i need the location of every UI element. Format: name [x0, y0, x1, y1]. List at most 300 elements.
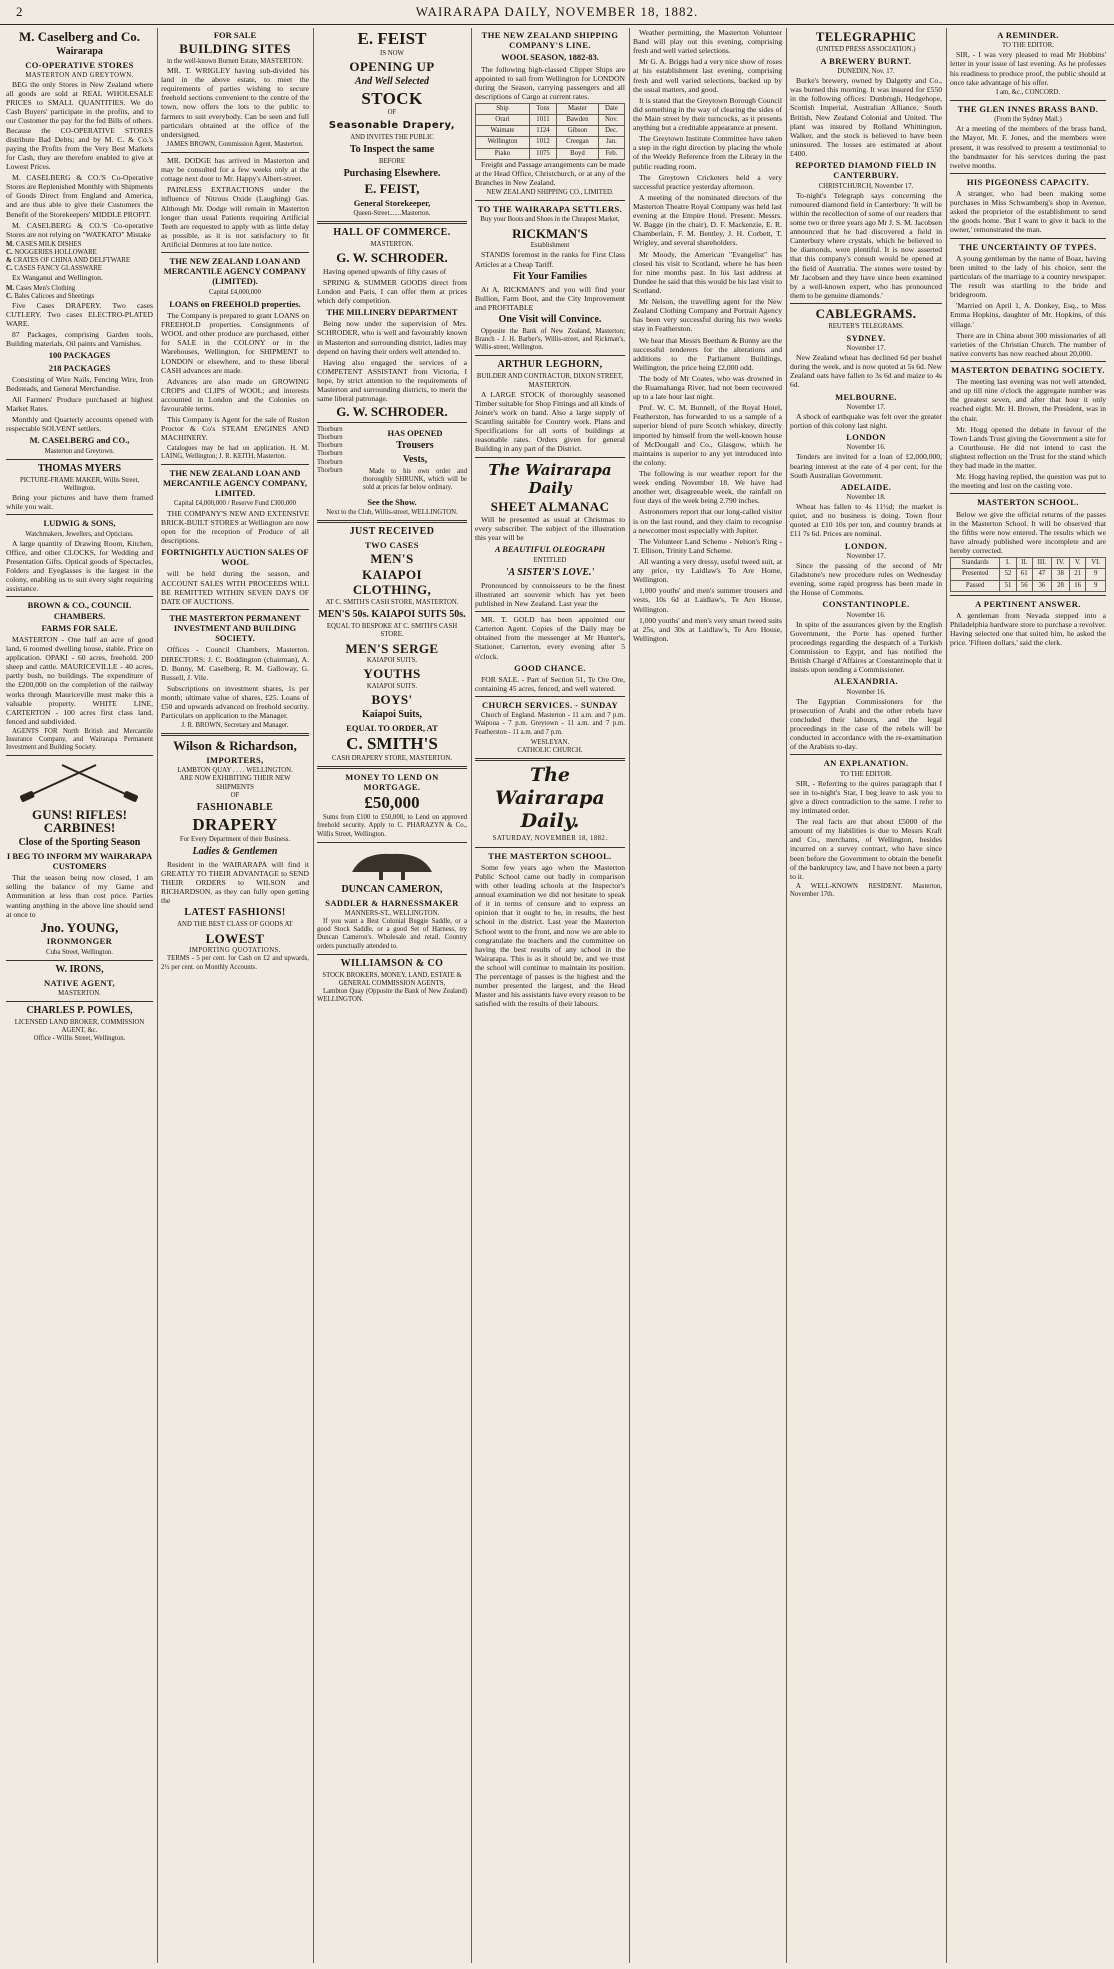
telegram-text: New Zealand wheat has declined 6d per bushel during the week, and is now quoted at 5s 6d. New Zealand oats have fallen to 3s 6d and maize to 4s 6d. [790, 353, 942, 390]
table-cell: Orari [476, 115, 530, 126]
table-cell: Piako [476, 148, 530, 159]
caselberg-paragraph: Ex Wanganui and Wellington. [12, 273, 103, 283]
every-department: For Every Department of their Business. [179, 835, 291, 843]
thorburn-name: Thorburn [317, 434, 343, 442]
column-1: M. Caselberg and Co. Wairarapa CO-OPERATIVE STORES MASTERTON AND GREYTOWN. BEG the only Stores in New Zealand where all goods are sold at REAL WHOLESALE PRICES to SMALL QUANTITIES. We do Cash Buyers' participate in the profits, and to our Customer the pay for the fed Bills of others. Because the CO-OPERATIVE STORES distribute Bad Debts; and by M. C. & Co.'s paying the Profits from the Very Best Markets for Cash, they are therefore enabled to give at Lowest Prices. M. CASELBERG & CO.'S Co-Operative Stores are Replenished Monthly with Shipments of Goods Direct from England and America, and are thus able to give their Customers the Benefit of the Storekeepers' MIDDLE PROFIT. M. CASELBERG & CO.'S Co-operative Stores are not relying on "WATKATO" Mistake M. CASES MILK DISHES C. NOGGERIES HOLLOWARE & CRATES OF CHINA AND DELFTWARE C. CASES FANCY GLASSWARE Ex Wanganui and Wellington. M. Cases Men's Clothing C. Bales Calicoes and Sheetings Five Cases DRAPERY. Two cases CUTLERY. Two cases ELECTRO-PLATED WARE. 87 Packages, comprising Garden tools, Building materials, Oil paints and Varnishes. 100 PACKAGES 218 PACKAGES Consisting of Wire Nails, Fencing Wire, Iron Bedsteads, and General Merchandise. All Farmers' Produce purchased at highest Market Rates. Monthly and Quarterly accounts opened with respectable SOLVENT settlers. M. CASELBERG and CO., Masterton and Greytown. THOMAS MYERS PICTURE-FRAME MAKER, Willis Street, Wellington. Bring your pictures and have them framed while you wait. LUDWIG & SONS, Watchmakers, Jewellers, and Opticians. A large quantity of Drawing Room, Kitchen, Office, and other CLOCKS, for Wedding and Presentation Gifts. Optical goods of Spectacles, Folders and Eyeglasses is the largest in the colony, enabling us to suit every sight requiring assistance. BROWN & CO., COUNCIL CHAMBERS. FARMS FOR SALE. MASTERTON - One half an acre of good land, 6 roomed dwelling house, stable. Price on application. OPAKI - 60 acres, freehold. 200 sheep and cattle. MAURICEVILLE - 40 acres, partly bush, no buildings. The expenditure of the £200,000 on the completion of the railway works through Mauriceville must make this a valuable property. WHITE LINE, CARTERTON - 100 acres first class land, fenced and subdivided. AGENTS FOR North British and Mercantile Insurance Company, and Wairarapa Permanent Investment and Building Society. GUNS! RIFLES! CARBINES! Close of the Sporting Season I BEG TO INFORM MY WAIRARAPA CUSTOMERS That the season being now closed, I am selling the balance of my Game and Ammunition at less than cost price. Parties wanting anything in the above line should send at once to Jno. YOUNG, IRONMONGER Cuba Street, Wellington. W. IRONS, NATIVE AGENT, MASTERTON. CHARLES P. POWLES, LICENSED LAND BROKER, COMMISSION AGENT, &c. Office - Willis Street, Wellington. [6, 28, 158, 1963]
agents-text: AGENTS FOR North British and Mercantile Insurance Company, and Wairarapa Permanent Investment and Building Society. [6, 728, 153, 752]
two-cases: TWO CASES [365, 539, 419, 550]
caselberg-paragraph: M. CASELBERG & CO.'S Co-Operative Stores are Replenished Monthly with Shipments of Goods Direct from England and America, and are thus able to give their Customers the Benefit of the Storekeepers' MIDDLE PROFIT. [6, 173, 154, 219]
table-header-cell: Ship [476, 104, 530, 115]
column-4 [475, 28, 630, 1963]
glen-innes-sub: (From the Sydney Mail.) [994, 116, 1062, 124]
thorburn-ad [317, 426, 467, 495]
masthead-title: WAIRARAPA DAILY, NOVEMBER 18, 1882. [415, 4, 699, 19]
gold-agent-text: MR. T. GOLD has been appointed our Carterton Agent. Copies of the Daily may be obtained from the messenger at Mr Hunter's, Stationer, Carterton, every evening after 5 o'clock. [475, 615, 625, 661]
kaiapoi-suits-heading: MEN'S 50s. KAIAPOI SUITS 50s. [318, 609, 466, 621]
powles-address: Office - Willis Street, Wellington. [33, 1035, 126, 1043]
divider [161, 733, 309, 736]
kaiapoi-heading: KAIAPOI [362, 566, 422, 582]
rickman-heading: RICKMAN'S [512, 225, 588, 241]
table-cell: 21 [1070, 569, 1086, 580]
divider [6, 960, 153, 961]
divider [475, 847, 625, 848]
has-opened: HAS OPENED [387, 427, 443, 438]
duncan-text: If you want a Best Colonial Buggie Saddle, or a good Stock Saddle, or a good Set of Harness, try Duncan Cameron's. Wholesale and retail. Country orders punctually attended to. [317, 918, 467, 950]
article-text: A young gentleman by the name of Boaz, having been united to the lady of his choice, sent the particulars of the marriage to a country newspaper. The result was startling to the bride and bridegroom. [950, 253, 1106, 300]
divider [475, 457, 625, 458]
of-text: OF [387, 109, 397, 117]
guns-illustration [6, 759, 153, 803]
table-cell: Creegan [557, 137, 599, 148]
editorial-text: Some few years ago when the Masterton Public School came out badly in comparison with other leading schools at the Inspector's annual examination we did not hesitate to speak of it in terms of censure and to express an opinion that it ought to be, in results, the best school in the district. Last year the Masterton School went to the front, and now we are able to congratulate the teachers and the committee on having the best results of any school in the Wairarapa. This is as it should be, and we trust the school will continue to maintain its position. The percentage of passes is the highest and the number presented the largest, and the Head Master and his assistants have every reason to be satisfied with the results of their labours. [475, 862, 625, 1009]
table-cell: 52 [1000, 569, 1016, 580]
invites-text: AND INVITES THE PUBLIC [350, 133, 434, 141]
serge-heading: MEN'S SERGE [345, 640, 439, 656]
table-header-cell: VI. [1086, 558, 1106, 569]
cablegrams-heading: CABLEGRAMS. [815, 305, 917, 321]
city-heading: ADELAIDE. [840, 481, 892, 492]
just-received-heading: JUST RECEIVED [349, 525, 435, 537]
clothing-heading: CLOTHING, [352, 582, 432, 598]
debating-society-heading: MASTERTON DEBATING SOCIETY. [951, 364, 1105, 375]
local-news-item: The following is our weather report for the week ending November 18. We have had another wet, disagreeable week, the rainfall on four days of the week being 2.790 inches. [633, 469, 782, 506]
table-cell: 9 [1086, 569, 1106, 580]
wairarapa-daily-title: The Wairarapa Daily. [495, 764, 605, 832]
divider [161, 464, 309, 465]
table-cell: 1075 [529, 148, 556, 159]
telegram-text: A shock of earthquake was felt over the greater portion of this colony last night. [790, 411, 942, 430]
saddle-illustration [317, 846, 467, 880]
kaiapoi-suits: KAIAPOI SUITS. [366, 657, 418, 665]
table-cell: 1124 [529, 126, 556, 137]
table-header-cell: Tons [529, 104, 556, 115]
goods-item: CASES MILK DISHES [15, 240, 82, 248]
guns-headline: GUNS! RIFLES! CARBINES! [32, 806, 127, 836]
cash-drapery: CASH DRAPERY STORE, MASTERTON. [331, 754, 453, 762]
thomas-myers-heading: THOMAS MYERS [37, 462, 122, 474]
money-sum: £50,000 [364, 793, 420, 813]
goods-item: CRATES OF CHINA AND DELFTWARE [13, 257, 131, 265]
local-news-item: The Volunteer Land Scheme - Nelson's Ring - T. Ellison, Trinity Land Scheme. [633, 536, 782, 555]
local-news-item: All wanting a very dressy, useful tweed suit, at any price, try Laidlaw's To Are Home, Wellington. [633, 557, 782, 585]
thorburn-name: Thorburn [317, 425, 343, 433]
caselberg-paragraph: 87 Packages, comprising Garden tools, Building materials, Oil paints and Varnishes. [6, 330, 153, 349]
caselberg-paragraph: BEG the only Stores in New Zealand where all goods are sold at REAL WHOLESALE PRICES to SMALL QUANTITIES. We do Cash Buyers' participate in the profits, and to our Customer the pay for the fed Bills of others. Because the CO-OPERATIVE STORES distribute Bad Debts; and by M. C. & Co.'s paying the Profits from the Very Best Markets for Cash, they are therefore enabled to give at Lowest Prices. [6, 79, 153, 171]
table-row [476, 137, 625, 148]
local-news-item: A meeting of the nominated directors of the Masterton Theatre Royal Company was held last evening at the Empire Hotel. Present: Messrs. W. Bagge (in the chair), D. F. Mackenzie, E. R. Chamberlain, F. M. Bentley, J. H. Corbett, T. Wrigley, and several shareholders. [633, 192, 782, 248]
thorburn-address: Next to the Club, Willis-street, WELLINGTON. [326, 508, 458, 516]
millinery-text: Being now under the supervision of Mrs. SCHRODER, who is well and favourably known in Masterton and surrounding district, ladies may depend on having their orders well attended to. [317, 319, 467, 356]
purchasing-heading: Purchasing Elsewhere. [343, 167, 441, 179]
packages-count: 100 PACKAGES [48, 350, 111, 361]
table-cell: 38 [1051, 569, 1069, 580]
divider [161, 609, 309, 610]
masterton-society-heading: THE MASTERTON PERMANENT INVESTMENT AND BUILDING SOCIETY. [169, 612, 301, 644]
table-row [951, 558, 1106, 569]
kaiapoi-suits: KAIAPOI SUITS. [366, 683, 418, 690]
loans-text: Advances are also made on GROWING CROPS and CLIPS of WOOL; and interests accounted in London and the Colonies on favourable terms. [161, 376, 309, 414]
divider [6, 596, 153, 597]
table-cell: Bawden [557, 115, 599, 126]
letter-text: SIR, - I was very pleased to read Mr Hobbins' letter in your issue of last evening. As he professes his readiness to produce proof, the public should at once take advantage of his offer. [950, 50, 1106, 87]
williamson-text: Lambton Quay (Opposite the Bank of New Zealand) WELLINGTON. [317, 988, 467, 1004]
masterton-society-text: Offices - Council Chambers, Masterton. DIRECTORS: J. C. Boddington (chairman), A. D. Bunny, M. Caselberg, R. M. Galloway, G. Russell, J. Vile. [161, 645, 309, 682]
thorburn-name: Thorburn [317, 450, 343, 458]
divider [161, 252, 309, 253]
shipping-text: Freight and Passage arrangements can be made at the Head Office, Christchurch, or at any of the Branches in New Zealand. [475, 159, 625, 187]
telegram-text: To-night's Telegraph says concerning the rumoured diamond field in Canterbury: 'It will be within the recollection of some of our readers that some two or three years ago Mr J. S. M. Jacobsen announced that he had discovered a field in Canterbury where crystals, which he believed to be diamonds, were plentiful. It is now asserted that this company's consult would be opened at the field of Australia. The stones were tested by Mr Jacobsen and they have since been examined by a well-known expert, who has pronounced them to be genuine diamonds.' [790, 190, 942, 300]
masterton-society-text: Subscriptions on investment shares, 1s per month; ultimate value of shares, £25. Loans of £50 and upwards advanced on freehold security. Particulars on application to the Manager. [161, 683, 309, 721]
table-header-cell: III. [1032, 558, 1051, 569]
nz-loan-heading: THE NEW ZEALAND LOAN AND MERCANTILE AGENCY COMPANY (LIMITED). [163, 256, 307, 287]
before-text: BEFORE [378, 157, 406, 165]
hall-commerce-heading: HALL OF COMMERCE. [333, 226, 451, 238]
saddler-heading: SADDLER & HARNESSMAKER [325, 897, 459, 908]
nz-shipping-heading: THE NEW ZEALAND SHIPPING COMPANY'S LINE. [481, 30, 619, 51]
building-sites-sub: in the well-known Burnett Estate, MASTERTON. [167, 57, 303, 65]
reuter-sub: REUTER'S TELEGRAMS. [828, 322, 904, 330]
caselberg-signature-loc: Masterton and Greytown. [44, 447, 115, 455]
local-news-item: Mr G. A. Briggs had a very nice show of roses at his establishment last evening, comprising fresh and well varied selections, backed up by the usual matters, and good. [633, 57, 782, 94]
duncan-cameron-heading: DUNCAN CAMERON, [341, 883, 443, 895]
table-cell: 47 [1032, 569, 1051, 580]
capacity-heading: HIS PIGEONESS CAPACITY. [966, 176, 1090, 187]
shipping-signature: NEW ZEALAND SHIPPING CO., LIMITED. [486, 189, 614, 197]
inspect-heading: To Inspect the same [349, 143, 435, 155]
article-text: A stranger, who had been making some purchases in Miss Schwamberg's shop in Avenue, asked the proprietor of the establishment to send the goods home. 'But I want to give it back to the owner,' remonstrated the man. [950, 189, 1106, 235]
ships-table-header [476, 104, 625, 115]
thorburn-text: Made to his own order and thoroughly SHRUNK, which will be sold at prices far below ordinary. [363, 468, 467, 492]
nz-loan-capital-2: Capital £4,000,000 / Reserve Fund £300,000 [174, 500, 296, 508]
divider [790, 754, 942, 755]
lambton-quay: LAMBTON QUAY . . . . WELLINGTON. [177, 767, 293, 775]
article-text: The meeting last evening was not well attended, and up till nine o'clock the aggregate number was the greatest seven, and after that hour it only reached eight. Mr. H. Brown, the President, was in the chair. [950, 377, 1106, 423]
caselberg-paragraph: All Farmers' Produce purchased at highest Market Rates. [6, 395, 153, 414]
thorburn-name: Thorburn [317, 466, 343, 474]
types-heading: THE UNCERTAINTY OF TYPES. [959, 241, 1097, 252]
feist-signature: E. FEIST, [364, 180, 420, 196]
divider [475, 200, 625, 201]
issue-date: SATURDAY, NOVEMBER 18, 1882. [492, 835, 608, 843]
city-heading: MELBOURNE. [835, 391, 897, 402]
latest-fashions-heading: LATEST FASHIONS! [184, 907, 286, 919]
dodge-text: PAINLESS EXTRACTIONS under the influence of Nitrous Oxide (Laughing) Gas. Although Mr. Dodge will remain in Masterton longer than usual Patients requiring Artificial Teeth are requested to apply with as little delay as possible, as it is not satisfactory to fit Artificial Dentures at too late notice. [161, 185, 309, 249]
feist-headline: E. FEIST [357, 29, 427, 48]
of-text: OF [230, 791, 240, 799]
caselberg-paragraph: Monthly and Quarterly accounts opened with respectable SOLVENT settlers. [6, 415, 153, 434]
wesleyan-heading: WESLEYAN. [530, 738, 570, 746]
to-editor: TO THE EDITOR. [1002, 42, 1054, 50]
lowest-heading: LOWEST [205, 930, 265, 946]
ships-table [475, 103, 625, 160]
table-header-cell: Master [557, 104, 599, 115]
divider [475, 611, 625, 612]
column-5 [633, 28, 787, 1963]
c-smith-heading: C. SMITH'S [346, 733, 438, 753]
table-row [476, 115, 625, 126]
caselberg-paragraph: Consisting of Wire Nails, Fencing Wire, Iron Bedsteads, and General Merchandise. [6, 374, 153, 393]
nz-loan-signature: Catalogues may be had on application. H. M. LAING, Wellington; J. R. KEITH, Masterton. [161, 444, 309, 460]
cuba-street: Cuba Street, Wellington. [46, 948, 113, 956]
table-cell: 1011 [529, 115, 556, 126]
table-cell: Waimate [476, 126, 530, 137]
divider [475, 758, 625, 761]
standards-table [950, 557, 1106, 591]
equal-order: EQUAL TO ORDER, AT [346, 722, 438, 733]
divider [317, 842, 467, 843]
irons-heading: W. IRONS, [55, 963, 104, 975]
schroder-heading: G. W. SCHRODER. [336, 250, 448, 266]
table-cell: Feb. [598, 148, 624, 159]
ludwig-text: A large quantity of Drawing Room, Kitchen, Office, and other CLOCKS, for Wedding and Presentation Gifts. Optical goods of Spectacles, Folders and Eyeglasses is the largest in the colony, enabling us to suit every sight requiring assistance. [6, 538, 153, 594]
caselberg-location: MASTERTON AND GREYTOWN. [25, 71, 134, 79]
explanation-heading: AN EXPLANATION. [823, 758, 909, 769]
table-header-cell: Date [598, 104, 624, 115]
thorburn-list [317, 426, 359, 495]
dodge-text: MR. DODGE has arrived in Masterton and may be consulted for a few weeks only at the cottage next door to Mr. Happy's Albert-street. [161, 156, 309, 184]
local-news-item: Mr Nelson, the travelling agent for the New Zealand Clothing Company and Portrait Agency has been very successful during his two weeks stay in Featherston. [633, 297, 782, 334]
dateline: DUNEDIN, Nov. 17. [837, 67, 895, 75]
goods-item: NOGGERIES HOLLOWARE [14, 249, 97, 256]
local-news-item: Astronomers report that our long-called visitor is on the last round, and they claim to recognise a newcomer most especially with Jupiter. [633, 507, 782, 535]
dateline: November 16. [846, 611, 886, 619]
boys-heading: BOYS' [371, 692, 413, 708]
building-sites-signature: JAMES BROWN, Commission Agent, Masterton. [166, 140, 304, 148]
settlers-text: Buy your Boots and Shoes in the Cheapest Market, [480, 216, 620, 224]
divider [950, 493, 1106, 494]
letter-text: SIR, - Referring to the quires paragraph that I see in to-night's Star, I beg leave to ask you to give a direct contradiction to the same. I refer to my intimated order. [790, 778, 942, 816]
wool-season-heading: WOOL SEASON, 1882-83. [501, 52, 599, 63]
pertinent-heading: A PERTINENT ANSWER. [975, 598, 1081, 609]
almanac-text: Will be presented as usual at Christmas to every subscriber. The subject of the illustration this year will be [475, 515, 625, 543]
diamond-heading: REPORTED DIAMOND FIELD IN CANTERBURY. [795, 160, 937, 181]
to-editor: TO THE EDITOR. [840, 770, 892, 778]
ludwig-heading: LUDWIG & SONS, [43, 518, 116, 529]
thomas-myers-text: Bring your pictures and have them framed while you wait. [6, 493, 153, 512]
table-cell: 1012 [529, 137, 556, 148]
city-heading: LONDON. [844, 540, 888, 551]
divider [317, 520, 467, 523]
farms-heading: FARMS FOR SALE. [41, 622, 118, 633]
goods-item: Bales Calicoes and Sheetings [14, 292, 95, 300]
local-news-item: 1,000 youths' and men's summer trousers and vests, 10s 6d at Laidlaw's, Te Aro House, Wellington. [633, 586, 782, 614]
table-cell: Jan. [598, 137, 624, 148]
powles-heading: CHARLES P. POWLES, [26, 1005, 133, 1017]
caselberg-sub: Wairarapa [56, 45, 103, 57]
schroder-signature: G. W. SCHRODER. [336, 404, 448, 420]
good-chance-text: FOR SALE. - Part of Section 51, Te Ore Ore, containing 45 acres, fenced, and well watered. [475, 674, 625, 693]
schroder-text: Having also engaged the services of a COMPETENT ASSISTANT from Victoria, I hope, by strict attention to the requirements of Masterton and surrounding districts, to merit the same liberal patronage. [317, 357, 467, 404]
city-heading: CONSTANTINOPLE. [822, 599, 910, 610]
nz-loan-capital: Capital £4,000,000 [209, 288, 261, 296]
caselberg-paragraph: Five Cases DRAPERY. Two cases CUTLERY. Two cases ELECTRO-PLATED WARE. [6, 300, 153, 329]
goods-item: CASES FANCY GLASSWARE [14, 265, 102, 273]
arthur-leghorn-heading: ARTHUR LEGHORN, [497, 359, 603, 371]
dateline: November 17. [846, 403, 886, 411]
dateline: November 17. [846, 344, 886, 352]
divider [6, 1001, 153, 1002]
dateline: November 18. [846, 493, 886, 501]
letter-signature: A WELL-KNOWN RESIDENT. Masterton, November 17th. [790, 882, 942, 899]
local-news-item: 1,000 youths' and men's very smart tweed suits at 25s, and 30s at Laidlaw's, Te Aro House, Wellington. [633, 615, 782, 643]
divider [6, 755, 153, 756]
divider [950, 361, 1106, 362]
ironmonger-heading: IRONMONGER [46, 936, 113, 947]
local-news-item: It is stated that the Greytown Borough Council did something in the way of clearing the sides of the Main street by their turncocks, as it presents anything but a creditable appearance at present. [633, 95, 782, 133]
ludwig-sub: Watchmakers, Jewellers, and Opticians. [25, 530, 134, 538]
williamson-heading: WILLIAMSON & CO [340, 957, 444, 969]
feist-now: IS NOW [380, 49, 404, 57]
seasonable-drapery-heading: Seasonable Drapery, [328, 119, 456, 131]
dateline: CHRISTCHURCH, November 17. [818, 182, 914, 190]
manners-street: MANNERS-ST., WELLINGTON. [344, 909, 440, 917]
nz-loan-heading-2: THE NEW ZEALAND LOAN AND MERCANTILE AGENCY COMPANY, LIMITED. [163, 467, 307, 499]
table-cell: 36 [1032, 580, 1051, 591]
city-heading: SYDNEY. [846, 332, 886, 343]
quotations-text: IMPORTING QUOTATIONS. [189, 947, 281, 955]
divider [6, 514, 153, 515]
queen-street: Queen-Street.......Masterton. [353, 209, 431, 217]
school-heading: MASTERTON SCHOOL. [977, 497, 1079, 508]
table-row [951, 580, 1106, 591]
table-header-cell: V. [1070, 558, 1086, 569]
reminder-heading: A REMINDER. [997, 30, 1059, 40]
powles-sub: LICENSED LAND BROKER, COMMISSION AGENT, &c. [14, 1019, 145, 1035]
table-cell: Nov. [598, 115, 624, 126]
auction-text: will be held during the season, and ACCOUNT SALES WITH PROCEEDS WILL BE REMITTED WITHIN SEVEN DAYS OF DATE OF AUCTIONS. [161, 569, 309, 606]
youths-heading: YOUTHS [363, 666, 421, 682]
millinery-heading: THE MILLINERY DEPARTMENT [326, 307, 458, 318]
table-cell: 51 [1000, 580, 1016, 591]
rickman-text: At A. RICKMAN'S and you will find your Bullion, Farm Boot, and the City Improvement and PROFITABLE [475, 284, 625, 312]
exhibiting-text: ARE NOW EXHIBITING THEIR NEW SHIPMENTS [179, 775, 291, 791]
masterton-society-signature: J. R. BROWN, Secretary and Manager. [181, 722, 289, 730]
fashionable-heading: FASHIONABLE [196, 801, 274, 813]
column-6 [790, 28, 947, 1963]
column-2 [161, 28, 314, 1963]
glen-innes-heading: THE GLEN INNES BRASS BAND. [957, 103, 1099, 114]
thorburn-body [363, 426, 467, 495]
farms-text: MASTERTON - One half an acre of good land, 6 roomed dwelling house, stable. Price on application. OPAKI - 60 acres, freehold. 200 sheep and cattle. MAURICEVILLE - 40 acres, partly bush, no buildings. The expenditure of the £200,000 on the completion of the railway works through Mauriceville must make this a valuable property. WHITE LINE, CARTERTON - 100 acres first class land, fenced and subdivided. [6, 634, 153, 726]
church-text: Church of England. Masterton - 11 a.m. and 7 p.m. Waipoua - 7 p.m. Greytown - 11 a.m. and 7 p.m. Featherston - 11 a.m. and 7 p.m. [475, 712, 625, 736]
goods-item: Cases Men's Clothing [15, 284, 76, 292]
builder-sub: BUILDER AND CONTRACTOR, DIXON STREET, MASTERTON. [476, 373, 624, 389]
importers-heading: IMPORTERS, [206, 755, 264, 766]
local-news-item: Prof. W. C. M. Bunnell, of the Royal Hotel, Featherston, has forwarded to us a sample of a superior blend of pure Scotch whiskey, directly imported by himself from the well-known house of McDougall and Co., Glasgow, which he maintains is superior to any yet introduced into the colony. [633, 403, 782, 467]
best-class-text: AND THE BEST CLASS OF GOODS AT [177, 921, 293, 929]
settlers-heading: TO THE WAIRARAPA SETTLERS. [477, 204, 623, 215]
guns-text: That the season being now closed, I am selling the balance of my Game and Ammunition at less than cost price. Parties wanting anything in the above line should send at once to [6, 873, 153, 919]
drapery-heading: DRAPERY [192, 814, 278, 834]
rickman-text: STANDS foremost in the ranks for First Class Articles at a Cheap Tariff. [475, 250, 625, 269]
rickman-address: Opposite the Bank of New Zealand, Masterton; Branch - J. H. Barber's, Willis-street, and Rickman's, Willis-street, Wellington. [475, 327, 625, 352]
divider [6, 459, 153, 460]
vests-heading: Vests, [402, 454, 428, 466]
general-storekeeper: General Storekeeper, [353, 197, 431, 208]
local-news-item: The Greytown Cricketers held a very successful practice yesterday afternoon. [633, 172, 782, 191]
rickman-sub: Establishment [530, 242, 570, 250]
table-row [476, 126, 625, 137]
table-cell: Gibson [557, 126, 599, 137]
shipping-text: The following high-classed Clipper Ships are appointed to sail from Wellington for LONDON during the Season, carrying passengers and all descriptions of Cargo at current rates. [475, 64, 625, 101]
wilson-resident-text: Resident in the WAIRARAPA will find it GREATLY TO THEIR ADVANTAGE to SEND THEIR ORDERS to WILSON and RICHARDSON, as they can fully open getting the [161, 859, 309, 906]
fit-families-heading: Fit Your Families [513, 270, 587, 282]
article-text: A gentleman from Nevada stepped into a Philadelphia hardware store to purchase a revolver. Having selected one that suited him, he asked the price. 'Fifteen dollars,' said the clerk. [950, 610, 1106, 648]
mens-heading: MEN'S [370, 551, 414, 567]
ruston-text: This Company is Agent for the sale of Ruston Proctor & Co's STEAM ENGINES AND MACHINERY. [161, 415, 309, 443]
telegram-text: Wheat has fallen to 4s 11½d; the market is quiet, and no business is doing. Town flour quoted at £10 10s per ton, and country brands at £11 7s 6d. Prices are nominal. [790, 502, 942, 539]
table-header-cell: Standards [951, 558, 1000, 569]
caselberg-signature: M. CASELBERG and CO., [29, 435, 130, 446]
thorburn-name: Thorburn [317, 458, 343, 466]
hall-commerce-loc: MASTERTON. [370, 240, 414, 248]
divider [317, 954, 467, 955]
equal-bespoke: EQUAL TO BESPOKE AT C. SMITH'S CASH STORE. [326, 623, 458, 639]
building-sites-heading: BUILDING SITES [179, 41, 291, 57]
article-text: Mr. Hogg having replied, the question was put to the meeting and lost on the casting vote. [950, 472, 1106, 491]
almanac-text: Pronounced by connoisseurs to be the finest illustrated art souvenir which has yet been published in New Zealand. Last year the [475, 580, 625, 609]
sheet-almanac-heading: SHEET ALMANAC [490, 498, 610, 514]
building-sites-text: MR. T. WRIGLEY having sub-divided his land in the above estate, to meet the requirements of parties wishing to secure freehold sections convenient to the centre of the town, now offers the lots to the public to farmers to suit everybody. Can be seen and full particulars obtained at the office of the undersigned. [161, 65, 309, 139]
divider [475, 355, 625, 356]
table-cell: 9 [1086, 580, 1106, 591]
telegram-text: The Egyptian Commissioners for the prosecution of Arabi and the other rebels have concluded their labours, and the legal proceedings in the case of the rebels will be conducted in accordance with the re-examination of the Arabists to-day. [790, 696, 942, 752]
telegraphic-heading: TELEGRAPHIC [815, 29, 917, 44]
beg-heading: I BEG TO INFORM MY WAIRARAPA CUSTOMERS [6, 850, 153, 872]
table-cell: 56 [1016, 580, 1032, 591]
divider [950, 595, 1106, 596]
table-header-cell: IV. [1051, 558, 1069, 569]
one-visit-heading: One Visit will Convince. [498, 313, 602, 325]
table-cell: Wellington [476, 137, 530, 148]
table-cell: Passed [951, 580, 1000, 591]
terms-text: TERMS - 5 per cent. for Cash on £2 and upwards, 2½ per cent. on Monthly Accounts. [161, 955, 309, 971]
editorial-heading: THE MASTERTON SCHOOL. [488, 850, 612, 861]
article-text: 'Married on April 1, A. Donkey, Esq., to Miss Emma Hopkins, daughter of Mr. Hopkins, of this village.' [950, 301, 1106, 329]
company-stores-text: THE COMPANY'S NEW AND EXTENSIVE BRICK-BUILT STORES at Wellington are now open for the reception of Produce of all descriptions. [161, 508, 309, 545]
schroder-text: SPRING & SUMMER GOODS direct from London and Paris, I can offer them at prices which defy competition. [317, 277, 467, 306]
entitled-text: ENTITLED [533, 556, 567, 564]
city-heading: ALEXANDRIA. [833, 676, 899, 687]
divider [950, 173, 1106, 174]
close-season-headline: Close of the Sporting Season [18, 836, 141, 848]
telegram-text: Since the passing of the second of Mr Gladstone's new procedure rules on Wednesday evening, some rapid progress has been made in the House of Commons. [790, 560, 942, 598]
stock-brokers: STOCK BROKERS, MONEY, LAND, ESTATE & GENERAL COMMISSION AGENTS, [322, 971, 462, 987]
catholic-heading: CATHOLIC CHURCH. [517, 746, 583, 754]
native-agent-loc: MASTERTON. [58, 989, 101, 997]
local-news-item: The Greytown Institute Committee have taken a step in the right direction by placing the whole of the Weekly Reference from the Library in the public reading room. [633, 134, 782, 171]
table-cell: 28 [1051, 580, 1069, 591]
ladies-heading: Ladies & Gentlemen [192, 845, 278, 857]
packages-count: 218 PACKAGES [48, 362, 111, 373]
divider [317, 422, 467, 423]
well-selected-heading: And Well Selected [354, 75, 430, 87]
coop-stores-heading: CO-OPERATIVE STORES [25, 59, 134, 70]
sisters-love-heading: 'A SISTER'S LOVE.' [505, 566, 595, 578]
columns [6, 28, 1108, 1963]
divider [950, 100, 1106, 101]
column-7 [950, 28, 1106, 1963]
loans-text: The Company is prepared to grant LOANS on FREEHOLD properties. Consignments of WOOL and other produce are purchased, either for SALE in the COLONY or in the Warehouses, Wellington, for SHIPMENT to LONDON or elsewhere, and to these liberal CASH advances are made. [161, 311, 309, 375]
wilson-richardson-heading: Wilson & Richardson, [173, 738, 297, 754]
letter-signature: I am, &c., CONCORD. [996, 88, 1060, 96]
local-news-item: Mr Moody, the American "Evangelist" has closed his visit to Scotland, where he has been for nine months past. In his last address at Dundee he said that this would be his last visit to Scotland. [633, 249, 782, 295]
divider [790, 303, 942, 304]
divider [950, 238, 1106, 239]
table-cell: 16 [1070, 580, 1086, 591]
table-row [476, 148, 625, 159]
caselberg-paragraph: M. CASELBERG & CO.'S Co-operative Stores are not relying on "WATKATO" Mistake [6, 220, 153, 239]
